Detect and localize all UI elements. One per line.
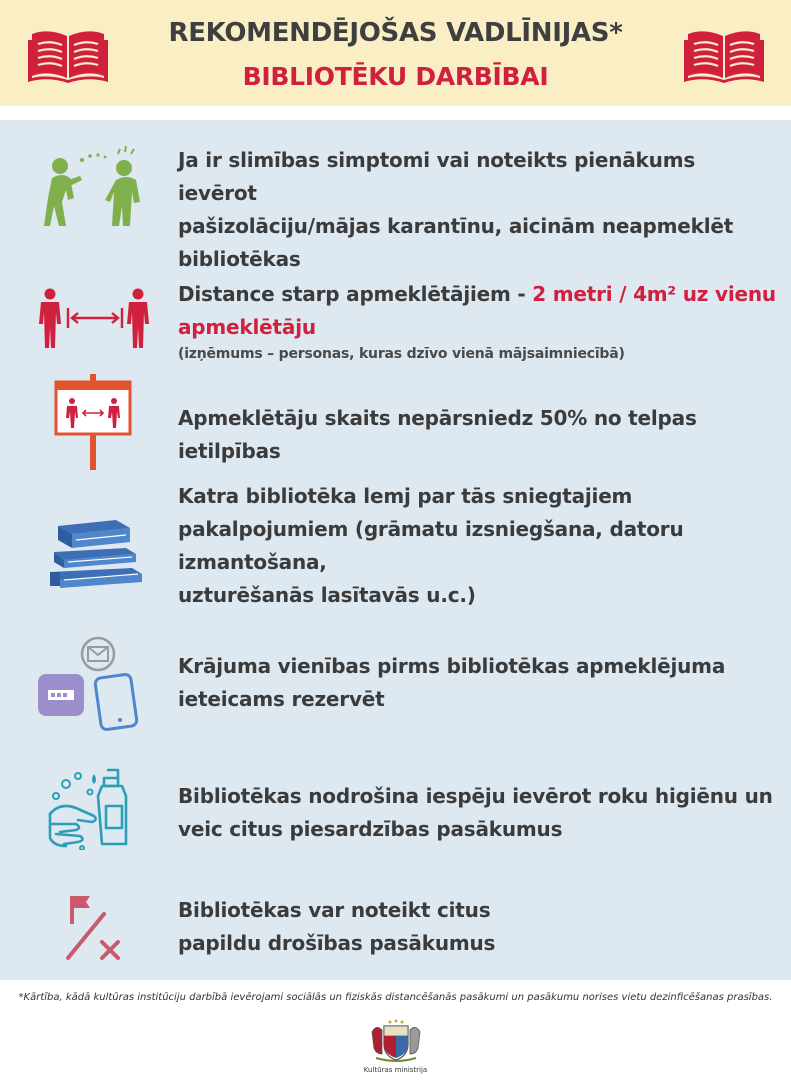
distance-people-icon	[36, 288, 154, 350]
footnote: *Kārtība, kādā kultūras institūciju darbībā ievērojami sociālās un fiziskās distancēšanās pasākumi un pasākumu norises vietu dezinficēšanas prasības.	[18, 992, 773, 1003]
page-subtitle: BIBLIOTĒKU DARBĪBAI	[242, 62, 549, 91]
hand-hygiene-icon	[46, 766, 134, 850]
guideline-text-line: Bibliotēkas var noteikt citus	[178, 898, 491, 922]
guideline-services	[178, 480, 778, 612]
sick-people-icon	[40, 146, 150, 228]
guideline-hygiene	[178, 780, 778, 846]
guideline-text-line: veic citus piesardzības pasākumus	[178, 817, 563, 841]
guideline-extra	[178, 894, 778, 960]
guideline-text-line: Ja ir slimības simptomi vai noteikts pienākums ievērot	[178, 148, 696, 205]
guideline-text-line: uzturēšanās lasītavās u.c.)	[178, 583, 476, 607]
open-book-icon	[684, 26, 764, 84]
guideline-text-line: Bibliotēkas nodrošina iespēju ievērot roku higiēnu un	[178, 784, 773, 808]
guideline-sick	[178, 144, 778, 276]
distance-exception-note: (izņēmums – personas, kuras dzīvo vienā mājsaimniecībā)	[178, 346, 625, 362]
guideline-text-line	[178, 278, 778, 311]
devices-email-icon	[36, 636, 142, 732]
distance-value: 2 metri / 4m² uz vienu	[532, 282, 776, 306]
coat-of-arms-icon	[368, 1018, 424, 1064]
guideline-text-line: Katra bibliotēka lemj par tās sniegtajiem	[178, 484, 633, 508]
distance-value-cont: apmeklētāju	[178, 315, 316, 339]
guideline-text-line: izmantošana,	[178, 550, 327, 574]
header-banner	[0, 0, 791, 106]
guideline-text-line: bibliotēkas	[178, 247, 301, 271]
guideline-text-line: papildu drošības pasākumus	[178, 931, 496, 955]
guideline-reserve	[178, 650, 778, 716]
guideline-text-line: ieteicams rezervēt	[178, 687, 385, 711]
guideline-capacity	[178, 402, 778, 468]
sign-board-icon	[54, 374, 134, 472]
guideline-text-line: pakalpojumiem (grāmatu izsniegšana, datoru	[178, 517, 684, 541]
flag-cross-icon	[64, 894, 124, 962]
books-stack-icon	[46, 512, 146, 588]
distance-label: Distance starp apmeklētājiem -	[178, 282, 533, 306]
ministry-name: Kultūras ministrija	[363, 1066, 428, 1074]
guideline-text-line: Krājuma vienības pirms bibliotēkas apmeklējuma	[178, 654, 726, 678]
guideline-text-line: Apmeklētāju skaits nepārsniedz 50% no telpas ietilpības	[178, 406, 697, 463]
guideline-distance	[178, 278, 778, 364]
page-title: REKOMENDĒJOŠAS VADLĪNIJAS*	[168, 18, 623, 48]
guideline-text-line: pašizolāciju/mājas karantīnu, aicinām neapmeklēt	[178, 214, 734, 238]
